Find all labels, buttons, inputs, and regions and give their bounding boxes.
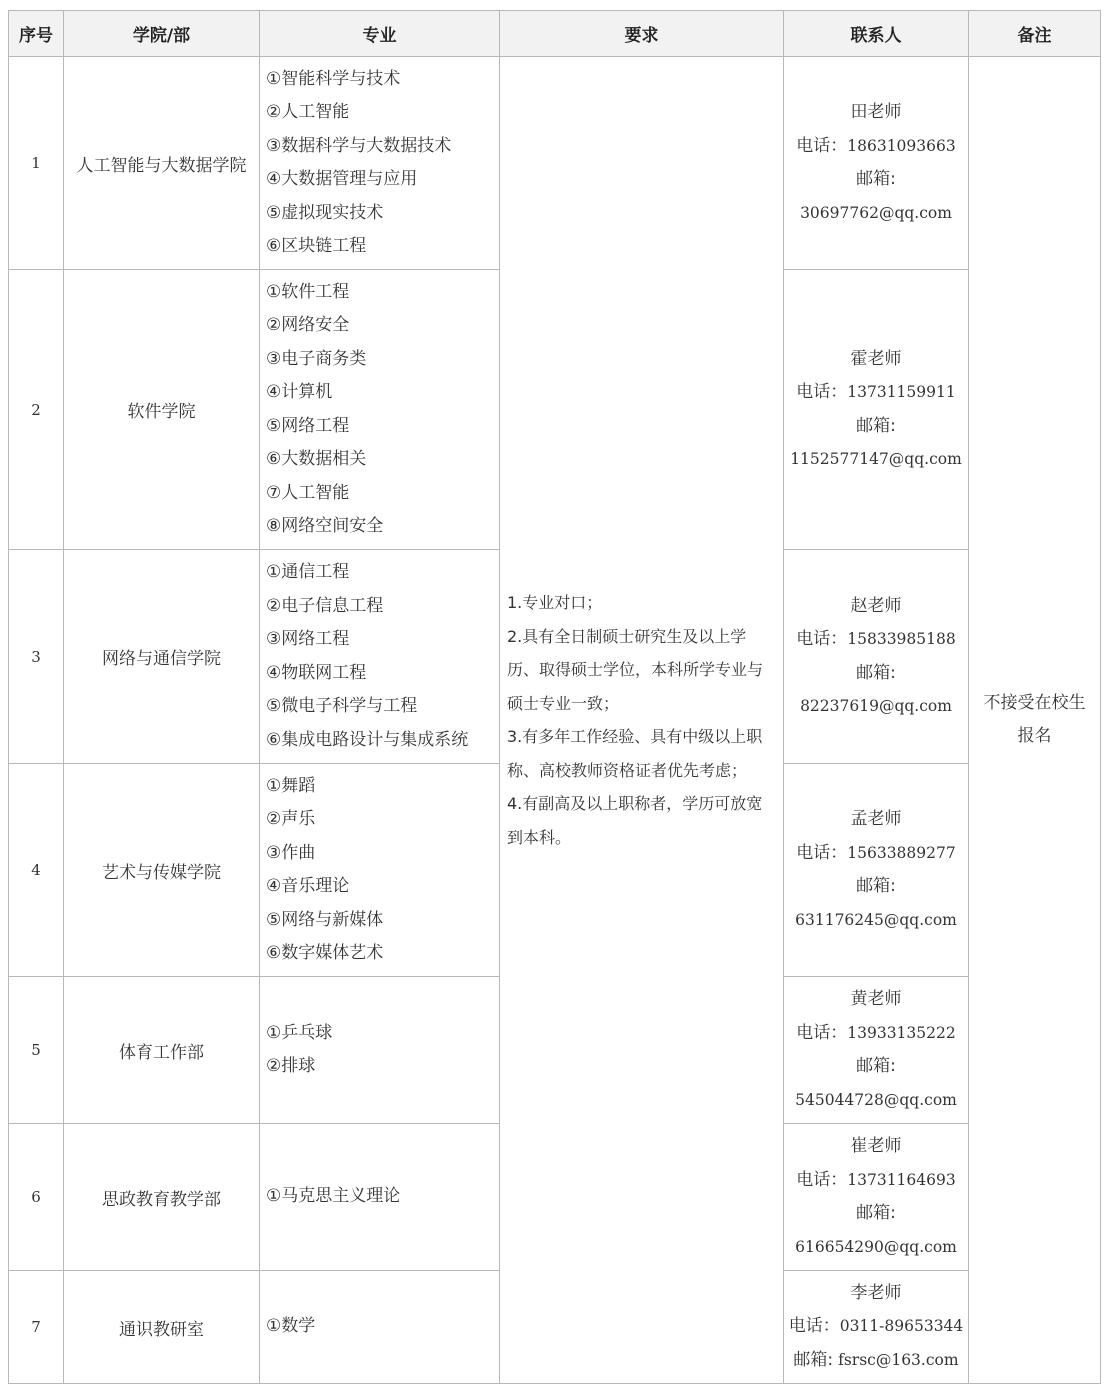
major-item: ⑥集成电路设计与集成系统 — [266, 729, 469, 750]
major-item: ⑧网络空间安全 — [266, 516, 384, 536]
major-item: ②声乐 — [266, 809, 316, 829]
major-item: ④大数据管理与应用 — [266, 169, 418, 189]
email-address: 545044728@qq.com — [795, 1090, 957, 1109]
major-item: ③网络工程 — [266, 629, 350, 649]
phone-label: 电话： — [788, 1316, 840, 1337]
major-item: ④音乐理论 — [266, 876, 350, 896]
major-item: ⑤网络工程 — [266, 415, 350, 436]
requirement-item: 3.有多年工作经验、具有中级以上职称、高校教师资格证者优先考虑； — [507, 727, 763, 780]
college-name: 体育工作部 — [64, 977, 260, 1124]
major-item: ①舞蹈 — [266, 775, 316, 796]
header-major: 专业 — [260, 11, 500, 57]
major-list — [260, 270, 500, 550]
phone-number: 15633889277 — [847, 843, 956, 862]
major-item: ①智能科学与技术 — [266, 68, 401, 89]
major-item: ⑤网络与新媒体 — [266, 909, 384, 930]
contact-name: 崔老师 — [850, 1136, 902, 1156]
major-item: ⑤微电子科学与工程 — [266, 696, 418, 716]
major-list — [260, 550, 500, 764]
email-label: 邮箱: — [856, 1056, 896, 1076]
contact-cell — [784, 1271, 969, 1384]
header-index: 序号 — [9, 11, 64, 57]
recruitment-table — [8, 10, 1101, 1384]
major-item: ②排球 — [266, 1056, 316, 1076]
major-item: ①软件工程 — [266, 281, 350, 302]
email-label: 邮箱: — [856, 169, 896, 189]
contact-name: 霍老师 — [850, 348, 902, 369]
major-item: ④计算机 — [266, 382, 333, 402]
phone-number: 13731159911 — [847, 383, 956, 401]
major-item: ②人工智能 — [266, 102, 350, 122]
contact-cell — [784, 977, 969, 1124]
contact-name: 孟老师 — [850, 809, 902, 829]
major-list — [260, 1124, 500, 1271]
college-name: 人工智能与大数据学院 — [64, 57, 260, 270]
email-label: 邮箱: — [793, 1349, 834, 1370]
major-item: ②网络安全 — [266, 315, 350, 335]
major-item: ①乒乓球 — [266, 1022, 333, 1043]
email-label: 邮箱: — [856, 662, 896, 683]
major-list — [260, 977, 500, 1124]
header-requirements: 要求 — [500, 11, 784, 57]
college-name: 思政教育教学部 — [64, 1124, 260, 1271]
email-address: 616654290@qq.com — [795, 1237, 957, 1256]
email-address: fsrsc@163.com — [838, 1350, 959, 1369]
phone-number: 13933135222 — [847, 1023, 956, 1042]
college-name: 艺术与传媒学院 — [64, 764, 260, 977]
row-index: 6 — [9, 1124, 64, 1271]
major-item: ②电子信息工程 — [266, 595, 384, 616]
requirement-item: 4.有副高及以上职称者，学历可放宽到本科。 — [507, 794, 763, 847]
major-item: ③数据科学与大数据技术 — [266, 135, 452, 156]
major-item: ⑦人工智能 — [266, 482, 350, 503]
major-item: ①通信工程 — [266, 562, 350, 582]
major-item: ①马克思主义理论 — [266, 1186, 401, 1207]
header-contact: 联系人 — [784, 11, 969, 57]
requirements-cell — [500, 57, 784, 1384]
college-name: 软件学院 — [64, 270, 260, 550]
major-item: ①数学 — [266, 1316, 316, 1337]
major-list — [260, 57, 500, 270]
row-index: 4 — [9, 764, 64, 977]
major-item: ⑥数字媒体艺术 — [266, 943, 384, 963]
contact-cell — [784, 550, 969, 764]
phone-number: 15833985188 — [847, 630, 956, 648]
phone-label: 电话： — [796, 382, 848, 402]
phone-number: 13731164693 — [847, 1170, 956, 1189]
row-index: 7 — [9, 1271, 64, 1384]
phone-number: 18631093663 — [847, 136, 956, 155]
requirement-item: 1.专业对口； — [507, 593, 603, 612]
major-item: ⑤虚拟现实技术 — [266, 202, 384, 223]
contact-cell — [784, 764, 969, 977]
row-index: 3 — [9, 550, 64, 764]
email-address: 30697762@qq.com — [800, 203, 952, 222]
table-row — [9, 57, 1101, 270]
row-index: 5 — [9, 977, 64, 1124]
row-index: 1 — [9, 57, 64, 270]
contact-name: 田老师 — [850, 102, 902, 122]
contact-cell — [784, 57, 969, 270]
phone-label: 电话： — [796, 1022, 848, 1043]
major-item: ④物联网工程 — [266, 662, 367, 683]
contact-name: 黄老师 — [850, 989, 902, 1009]
contact-cell — [784, 270, 969, 550]
phone-label: 电话： — [796, 629, 848, 649]
major-list — [260, 764, 500, 977]
header-row — [9, 11, 1101, 57]
email-address: 1152577147@qq.com — [790, 450, 962, 468]
header-college: 学院/部 — [64, 11, 260, 57]
email-address: 631176245@qq.com — [795, 910, 957, 929]
notes-cell: 不接受在校生报名 — [969, 57, 1101, 1384]
header-notes: 备注 — [969, 11, 1101, 57]
requirement-item: 2.具有全日制硕士研究生及以上学历、取得硕士学位，本科所学专业与硕士专业一致； — [507, 626, 764, 713]
major-item: ③电子商务类 — [266, 348, 367, 369]
contact-cell — [784, 1124, 969, 1271]
major-list — [260, 1271, 500, 1384]
major-item: ⑥大数据相关 — [266, 449, 367, 469]
contact-name: 李老师 — [850, 1282, 902, 1303]
major-item: ⑥区块链工程 — [266, 236, 367, 256]
email-address: 82237619@qq.com — [800, 697, 952, 715]
phone-label: 电话： — [796, 842, 848, 863]
phone-label: 电话： — [796, 135, 848, 156]
email-label: 邮箱: — [856, 876, 896, 896]
phone-label: 电话： — [796, 1169, 848, 1190]
row-index: 2 — [9, 270, 64, 550]
contact-name: 赵老师 — [850, 595, 902, 616]
email-label: 邮箱: — [856, 1203, 896, 1223]
phone-number: 0311-89653344 — [839, 1317, 964, 1336]
college-name: 通识教研室 — [64, 1271, 260, 1384]
major-item: ③作曲 — [266, 842, 316, 863]
email-label: 邮箱: — [856, 415, 896, 436]
college-name: 网络与通信学院 — [64, 550, 260, 764]
